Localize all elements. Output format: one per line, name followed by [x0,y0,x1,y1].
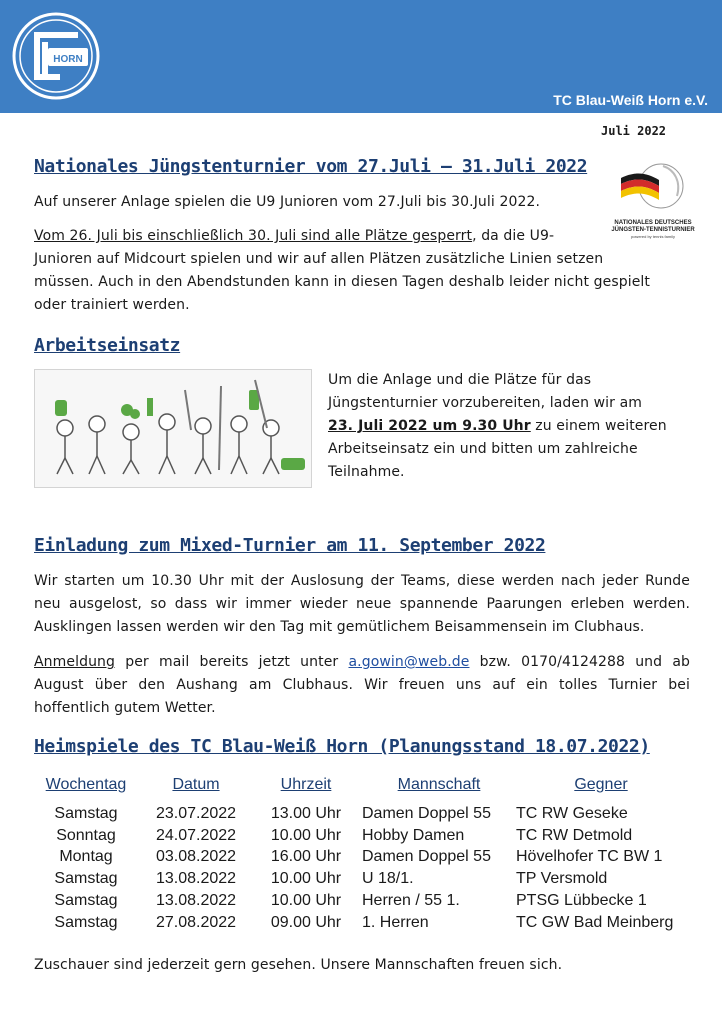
cell-wochentag: Sonntag [56,826,116,844]
ndj-badge-title-2: JÜNGSTEN-TENNISTURNIER [611,227,695,233]
cell-uhrzeit: 10.00 Uhr [270,870,342,888]
text-line: Ausklingen lassen werden wir den Tag mit gemütlichem Beisammensein im Clubhaus. [34,619,645,635]
cell-uhrzeit: 10.00 Uhr [270,826,342,844]
footer-note: Zuschauer sind jederzeit gern gesehen. Unsere Mannschaften freuen sich. [34,957,563,973]
table-row [36,868,686,890]
cell-wochentag: Samstag [54,804,118,822]
column-header-uhrzeit: Uhrzeit [280,776,332,793]
paragraph-anmeldung [34,651,690,720]
section-title-mixed-turnier: Einladung zum Mixed-Turnier am 11. September 2022 [34,535,546,556]
cell-mannschaft: U 18/1. [362,870,414,888]
paragraph-courts-closed [34,225,650,317]
cell-datum: 27.08.2022 [155,913,237,931]
cell-mannschaft: 1. Herren [362,913,429,931]
table-row [36,847,686,869]
club-logo [12,12,100,100]
cell-gegner: Hövelhofer TC BW 1 [516,848,663,866]
text-span: bzw. 0170/4124288 und ab [469,654,690,670]
text-line: Wir starten um 10.30 Uhr mit der Auslosung der Teams, diese werden nach jeder Runde [34,573,690,589]
cell-datum: 24.07.2022 [155,826,237,844]
cell-wochentag: Samstag [54,892,118,910]
cell-mannschaft: Damen Doppel 55 [362,848,491,866]
cell-datum: 13.08.2022 [155,892,237,910]
column-header-mannschaft: Mannschaft [397,776,481,793]
text-span: per mail bereits jetzt unter [115,654,349,670]
cell-uhrzeit: 09.00 Uhr [270,913,342,931]
section-title-arbeitseinsatz: Arbeitseinsatz [34,335,181,356]
text-line: Junioren auf Midcourt spielen und wir auf allen Plätzen zusätzliche Linien setzen [34,251,604,267]
section-title-jungstenturnier: Nationales Jüngstenturnier vom 27.Juli – 31.Juli 2022 [34,156,588,177]
work-illustration [34,369,312,488]
cell-uhrzeit: 10.00 Uhr [270,892,342,910]
text-line: August über den Aushang am Clubhaus. Wir freuen uns auf ein tolles Turnier bei [34,677,690,693]
cell-uhrzeit: 16.00 Uhr [270,848,342,866]
column-header-gegner: Gegner [574,776,628,793]
cell-wochentag: Montag [59,848,113,866]
issue-date: Juli 2022 [601,124,667,138]
cell-datum: 23.07.2022 [155,804,237,822]
cell-wochentag: Samstag [54,870,118,888]
table-row [36,825,686,847]
text-line: Teilnahme. [328,464,405,480]
text-line: müssen. Auch in den Abendstunden kann in diesen Tagen deshalb leider nicht gespielt [34,274,650,290]
text-line: Um die Anlage und die Plätze für das [328,372,592,388]
cell-datum: 13.08.2022 [155,870,237,888]
cell-datum: 03.08.2022 [155,848,237,866]
club-name: TC Blau-Weiß Horn e.V. [553,92,708,108]
courts-closed-notice: Vom 26. Juli bis einschließlich 30. Juli sind alle Plätze gesperrt [34,228,473,244]
anmeldung-label: Anmeldung [34,654,116,670]
cell-mannschaft: Damen Doppel 55 [362,804,491,822]
text-span: , da die U9- [472,228,555,244]
cell-gegner: TC RW Geseke [516,804,628,822]
column-header-datum: Datum [172,776,220,793]
cell-gegner: PTSG Lübbecke 1 [516,892,647,910]
cell-mannschaft: Herren / 55 1. [362,892,460,910]
cell-gegner: TC RW Detmold [516,826,633,844]
table-row [36,912,686,934]
table-header-row [36,776,686,803]
paragraph-mixed-details [34,570,690,639]
ndj-badge [606,160,700,240]
table-row [36,803,686,825]
text-line: neu ausgelost, so dass wir immer wieder neue spannende Paarungen erleben werden. [34,596,690,612]
text-span: zu einem weiteren [530,418,667,434]
text-line: oder trainiert werden. [34,297,190,313]
cell-wochentag: Samstag [54,913,118,931]
svg-text:HORN: HORN [53,54,83,65]
home-games-table [36,776,686,934]
paragraph-arbeitseinsatz [328,369,698,484]
text-line: hoffentlich gutem Wetter. [34,700,216,716]
paragraph-u9-dates: Auf unserer Anlage spielen die U9 Junioren vom 27.Juli bis 30.Juli 2022. [34,194,541,210]
ndj-ball-flag-icon [615,160,691,216]
cell-mannschaft: Hobby Damen [362,826,465,844]
email-link[interactable]: a.gowin@web.de [348,654,470,670]
section-title-heimspiele: Heimspiele des TC Blau-Weiß Horn (Planungsstand 18.07.2022) [34,736,650,757]
column-header-wochentag: Wochentag [45,776,127,793]
ndj-badge-title-1: NATIONALES DEUTSCHES [614,220,692,226]
arbeitseinsatz-date: 23. Juli 2022 um 9.30 Uhr [328,418,531,434]
cell-uhrzeit: 13.00 Uhr [270,804,342,822]
text-line: Jüngstenturnier vorzubereiten, laden wir am [328,395,642,411]
table-row [36,890,686,912]
ndj-badge-subtitle: powered by tennis family [630,234,676,239]
header-banner [0,0,722,113]
cell-gegner: TC GW Bad Meinberg [516,913,674,931]
text-line: Arbeitseinsatz ein und bitten um zahlreiche [328,441,638,457]
cell-gegner: TP Versmold [516,870,608,888]
gardening-figures-icon [35,370,311,487]
